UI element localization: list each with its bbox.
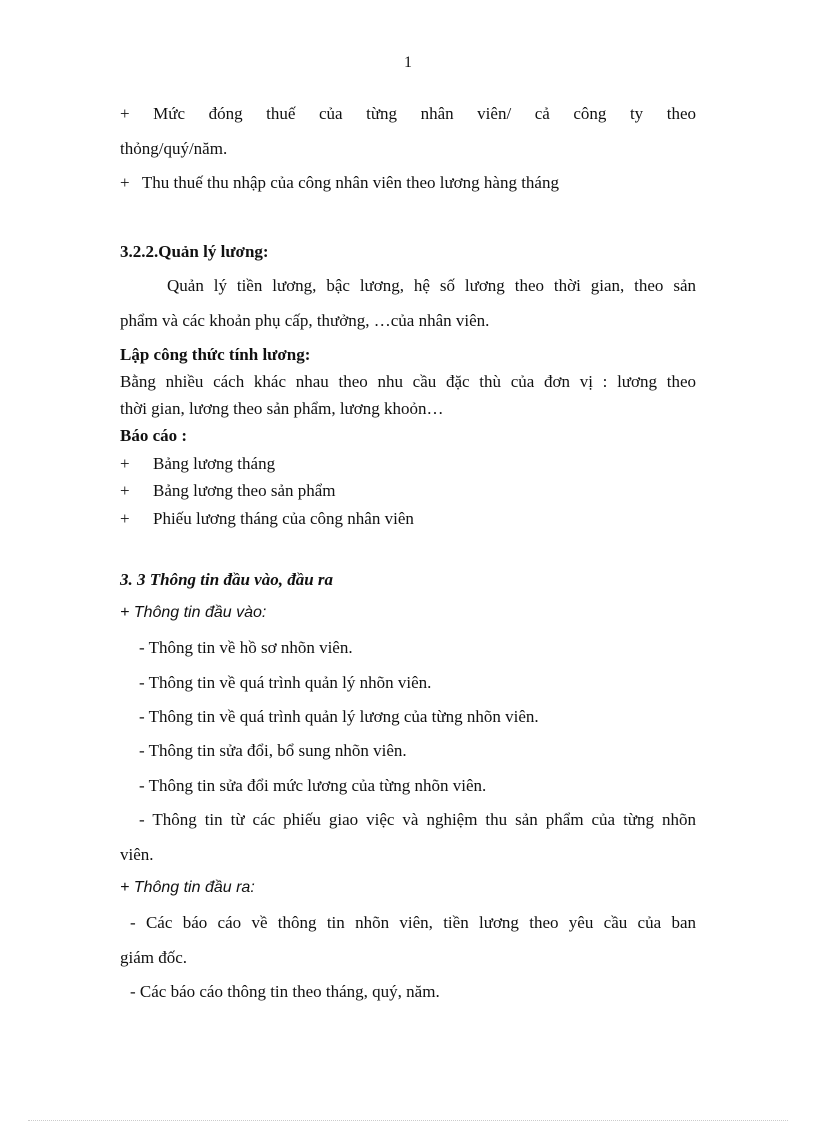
plus-symbol: + [120,104,130,123]
bottom-divider [28,1120,788,1121]
input-item: - Thông tin về quá trình quản lý nhõn viên. [139,673,432,692]
input-item: - Thông tin sửa đổi, bổ sung nhõn viên. [139,741,407,760]
report-heading: Báo cáo : [120,426,188,445]
formula-line-2: thời gian, lương theo sản phẩm, lương khoỏn… [120,399,444,418]
report-item-text: Bảng lương tháng [153,454,276,473]
tax-line-1-cont: thỏng/quý/năm. [120,139,228,158]
plus-symbol: + [120,454,130,473]
tax-line-2-text: Thu thuế thu nhập của công nhân viên theo lương hàng tháng [141,173,559,192]
output-item-1-line-2: giám đốc. [120,948,188,967]
report-item [120,481,336,501]
formula-line-1: Bằng nhiều cách khác nhau theo nhu cầu đặc thù của đơn vị : lương theo [120,372,696,391]
report-item [120,509,414,529]
plus-symbol: + [120,481,130,500]
salary-para-line-2: phẩm và các khoản phụ cấp, thưởng, …của nhân viên. [120,311,490,330]
input-item: - Thông tin về quá trình quản lý lương của từng nhõn viên. [139,707,539,726]
input-last-line-1: - Thông tin từ các phiếu giao việc và nghiệm thu sản phẩm của từng nhõn [139,810,696,829]
tax-line-2 [120,173,559,193]
io-heading: 3. 3 Thông tin đầu vào, đầu ra [120,570,334,589]
page-number: 1 [404,54,412,71]
tax-line-1-text: Mức đóng thuế của từng nhân viên/ cả công ty theo [153,104,697,123]
output-item-1-line-1: - Các báo cáo về thông tin nhõn viên, tiền lương theo yêu cầu của ban [130,913,696,932]
formula-heading: Lập công thức tính lương: [120,345,311,364]
salary-para-line-1: Quản lý tiền lương, bậc lương, hệ số lương theo thời gian, theo sản [167,276,696,295]
output-item-2: - Các báo cáo thông tin theo tháng, quý, năm. [130,982,440,1001]
report-item-text: Phiếu lương tháng của công nhân viên [153,509,414,528]
report-item-text: Bảng lương theo sản phẩm [153,481,336,500]
report-item [120,454,275,474]
input-item: - Thông tin sửa đổi mức lương của từng nhõn viên. [139,776,487,795]
plus-symbol: + [120,173,130,192]
tax-line-1 [120,104,696,124]
plus-symbol: + [120,509,130,528]
input-item: - Thông tin về hồ sơ nhõn viên. [139,638,353,657]
salary-heading: 3.2.2.Quản lý lương: [120,242,269,261]
input-heading: + Thông tin đầu vào: [120,604,267,621]
output-heading: + Thông tin đầu ra: [120,879,255,896]
input-last-line-2: viên. [120,845,154,864]
